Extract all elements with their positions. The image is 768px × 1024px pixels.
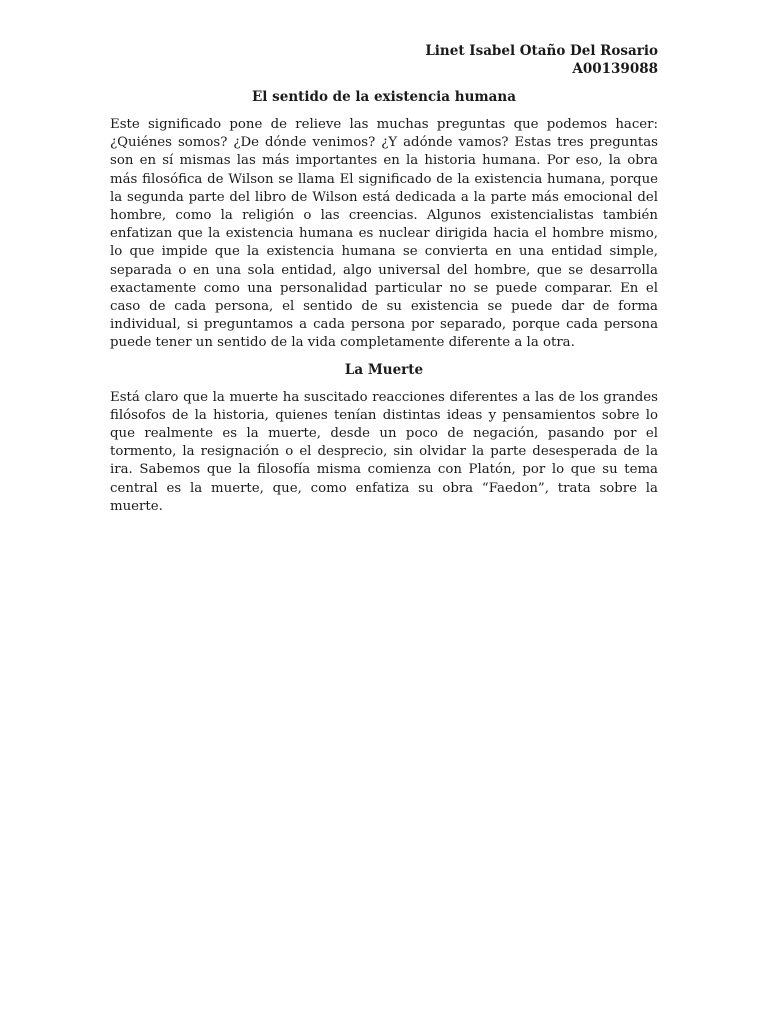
author-block — [110, 42, 658, 78]
author-name: Linet Isabel Otaño Del Rosario — [425, 43, 658, 59]
document-title: El sentido de la existencia humana — [252, 89, 516, 105]
body-paragraph-2: Está claro que la muerte ha suscitado reacciones diferentes a las de los grandes filósofos de la historia, quienes tenían distintas ideas y pensamientos sobre lo que realmente es la muerte, desde un poco de negación, pasando por el tormento, la resignación o el desprecio, sin olvidar la parte desesperada de la ira. Sabemos que la filosofía misma comienza con Platón, por lo que su tema central es la muerte, que, como enfatiza su obra “Faedon”, trata sobre la muerte. — [110, 389, 658, 514]
page-content — [110, 42, 658, 516]
section-heading-la-muerte: La Muerte — [344, 361, 424, 378]
student-id: A00139088 — [572, 61, 658, 77]
body-paragraph-1: Este significado pone de relieve las muchas preguntas que podemos hacer: ¿Quiénes somos? ¿De dónde venimos? ¿Y adónde vamos? Estas tres preguntas son en sí mismas las más importantes en la historia humana. Por eso, la obra más filosófica de Wilson se llama El significado de la existencia humana, porque la segunda parte del libro de Wilson está dedicada a la parte más emocional del hombre, como la religión o las creencias. Algunos existencialistas también enfatizan que la existencia humana es nuclear dirigida hacia el hombre mismo, lo que impide que la existencia humana se convierta en una entidad simple, separada o en una sola entidad, algo universal del hombre, que se desarrolla exactamente como una personalidad particular no se puede comparar. En el caso de cada persona, el sentido de su existencia se puede dar de forma individual, si preguntamos a cada persona por separado, porque cada persona puede tener un sentido de la vida completamente diferente a la otra. — [110, 117, 658, 351]
